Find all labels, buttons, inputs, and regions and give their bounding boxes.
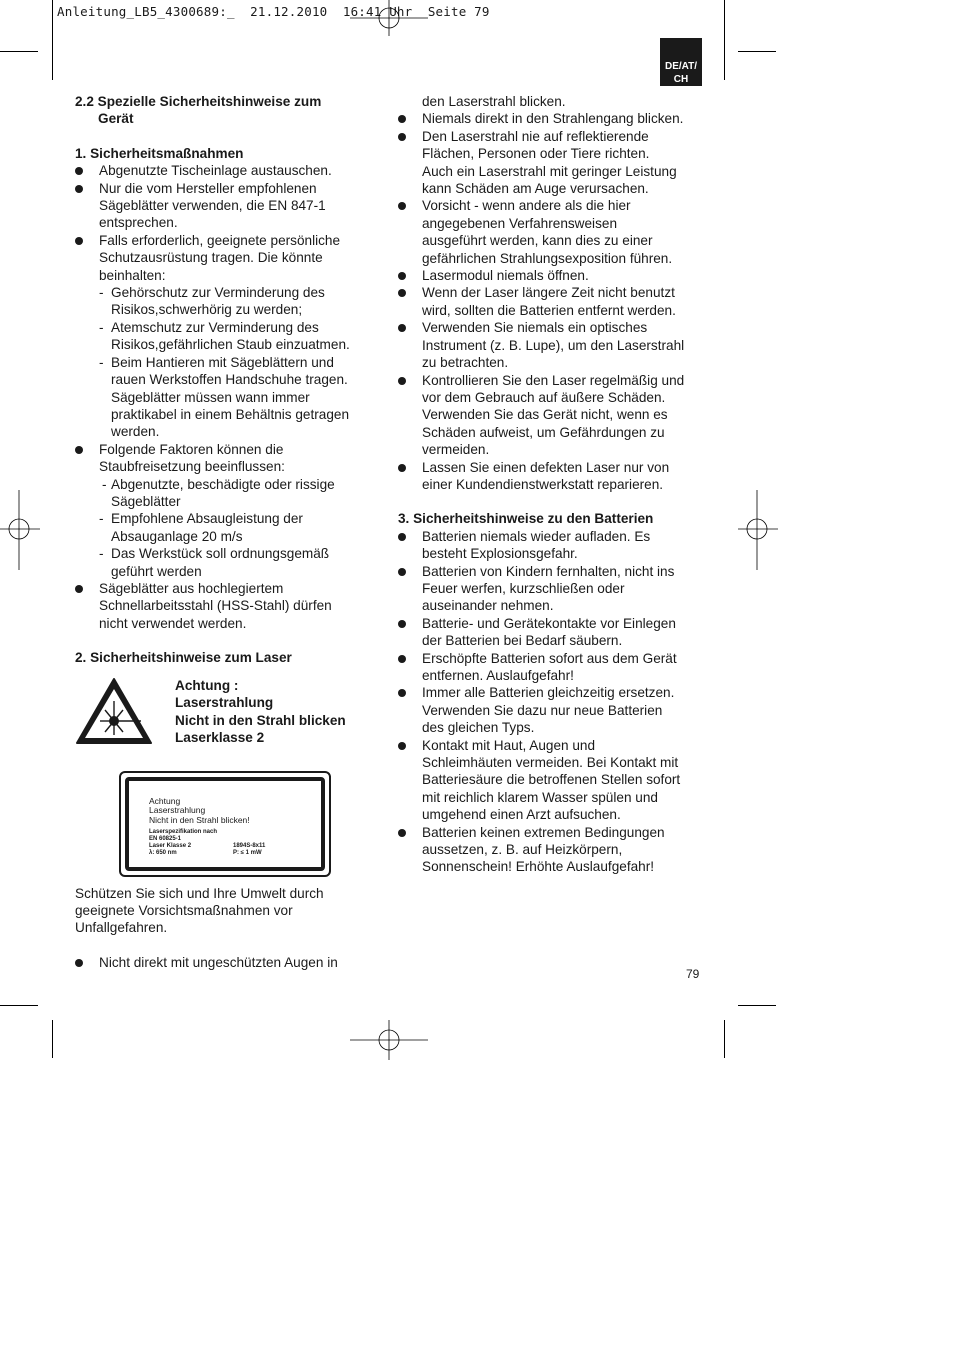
dash-item: - Gehörschutz zur Verminderung des Risikos,schwerhörig zu werden; [99,285,325,318]
registration-mark-icon [350,0,428,36]
subheading: 2. Sicherheitshinweise zum Laser [75,650,292,666]
section-title: 2.2 Spezielle Sicherheitshinweise zum Gerät [75,94,322,127]
crop-mark [0,1005,38,1006]
dash-item: - Abgenutzte, beschädigte oder rissige Sägeblätter [102,476,335,509]
language-tab: DE/AT/ CH [660,38,702,86]
registration-mark-icon [738,490,778,570]
list-item: Den Laserstrahl nie auf reflektierende Flächen, Personen oder Tiere richten. Auch ein Laserstrahl mit geringer Leistung kann Schäden am Auge verursachen. [398,128,708,198]
laser-warning [75,677,375,759]
list-item: Vorsicht - wenn andere als die hier angegebenen Verfahrensweisen ausgeführt werden, kann dies zu einer gefährlichen Strahlungsexposition führen. [398,197,708,267]
list-item: Erschöpfte Batterien sofort aus dem Gerät entfernen. Auslaufgefahr! [398,650,708,685]
laser-warning-icon [75,677,153,745]
crop-mark [724,1020,725,1058]
registration-mark-icon [350,1020,428,1060]
list-item: Immer alle Batterien gleichzeitig ersetzen. Verwenden Sie dazu nur neue Batterien des gleichen Typs. [398,684,708,736]
list-item: Kontrollieren Sie den Laser regelmäßig und vor dem Gebrauch auf äußere Schäden. Verwenden Sie das Gerät nicht, wenn es Schäden aufweist, um Gefährdungen zu vermeiden. [398,372,708,459]
right-column [398,93,708,876]
page-number: 79 [686,967,700,981]
list-item: Batterien keinen extremen Bedingungen aussetzen, z. B. auf Heizkörpern, Sonnenschein! Erhöhte Auslaufgefahr! [398,824,708,876]
dash-item: - Atemschutz zur Verminderung des Risikos,gefährlichen Staub einzuatmen. [99,319,350,353]
list-item: Lassen Sie einen defekten Laser nur von einer Kundendienstwerkstatt reparieren. [398,459,708,494]
laser-warning-text: Achtung : Laserstrahlung Nicht in den Strahl blicken Laserklasse 2 [175,677,346,746]
list-item: Kontakt mit Haut, Augen und Schleimhäuten vermeiden. Bei Kontakt mit Batteriesäure die betroffenen Stellen sofort mit reichlich klarem Wasser spülen und umgehend einen Arzt aufsuchen. [398,737,708,824]
dash-item: - Beim Hantieren mit Sägeblättern und rauen Werkstoffen Handschuhe tragen. Sägeblätter müssen wann immer praktikabel in einem Behältnis getragen werden. [99,354,350,440]
list-item: Folgende Faktoren können die Staubfreisetzung beeinflussen: [75,441,375,476]
crop-mark [738,1005,776,1006]
list-item: Verwenden Sie niemals ein optisches Instrument (z. B. Lupe), um den Laserstrahl zu betrachten. [398,319,708,371]
list-item: Nicht direkt mit ungeschützten Augen in [75,954,375,971]
list-item: Sägeblätter aus hochlegiertem Schnellarbeitsstahl (HSS-Stahl) dürfen nicht verwendet werden. [75,580,375,632]
crop-mark [724,0,725,80]
crop-mark [52,1020,53,1058]
registration-mark-icon [0,490,40,570]
list-item: Wenn der Laser längere Zeit nicht benutzt wird, sollten die Batterien entfernt werden. [398,284,708,319]
crop-mark [738,51,776,52]
list-item: Lasermodul niemals öffnen. [398,267,708,284]
paragraph: Schützen Sie sich und Ihre Umwelt durch geeignete Vorsichtsmaßnahmen vor Unfallgefahren. [75,885,324,936]
dash-item: - Empfohlene Absaugleistung der Absauganlage 20 m/s [99,511,303,544]
laser-label: Achtung Laserstrahlung Nicht in den Strahl blicken! Laserspezifikation nach EN 60825-1 Laser Klasse 2 1894S-8x11 λ: 650 nm P: ≤ 1 mW [119,771,331,877]
list-item: Batterie- und Gerätekontakte vor Einlegen der Batterien bei Bedarf säubern. [398,615,708,650]
left-column [75,93,375,971]
list-item: Abgenutzte Tischeinlage austauschen. [75,162,375,179]
crop-mark [52,0,53,80]
list-item: Batterien von Kindern fernhalten, nicht ins Feuer werfen, kurzschließen oder auseinander nehmen. [398,563,708,615]
subheading: 1. Sicherheitsmaßnahmen [75,145,244,161]
list-item: Batterien niemals wieder aufladen. Es besteht Explosionsgefahr. [398,528,708,563]
list-item: Falls erforderlich, geeignete persönliche Schutzausrüstung tragen. Die könnte beinhalten: [75,232,375,284]
list-item: Niemals direkt in den Strahlengang blicken. [398,110,708,127]
list-item: Nur die vom Hersteller empfohlenen Sägeblätter verwenden, die EN 847-1 entsprechen. [75,180,375,232]
dash-item: - Das Werkstück soll ordnungsgemäß geführt werden [99,546,330,579]
crop-mark [0,51,38,52]
subheading: 3. Sicherheitshinweise zu den Batterien [398,511,654,527]
list-item-continuation: den Laserstrahl blicken. [422,94,566,109]
print-header: Anleitung_LB5_4300689:_ 21.12.2010 16:41 Uhr Seite 79 [57,4,490,19]
